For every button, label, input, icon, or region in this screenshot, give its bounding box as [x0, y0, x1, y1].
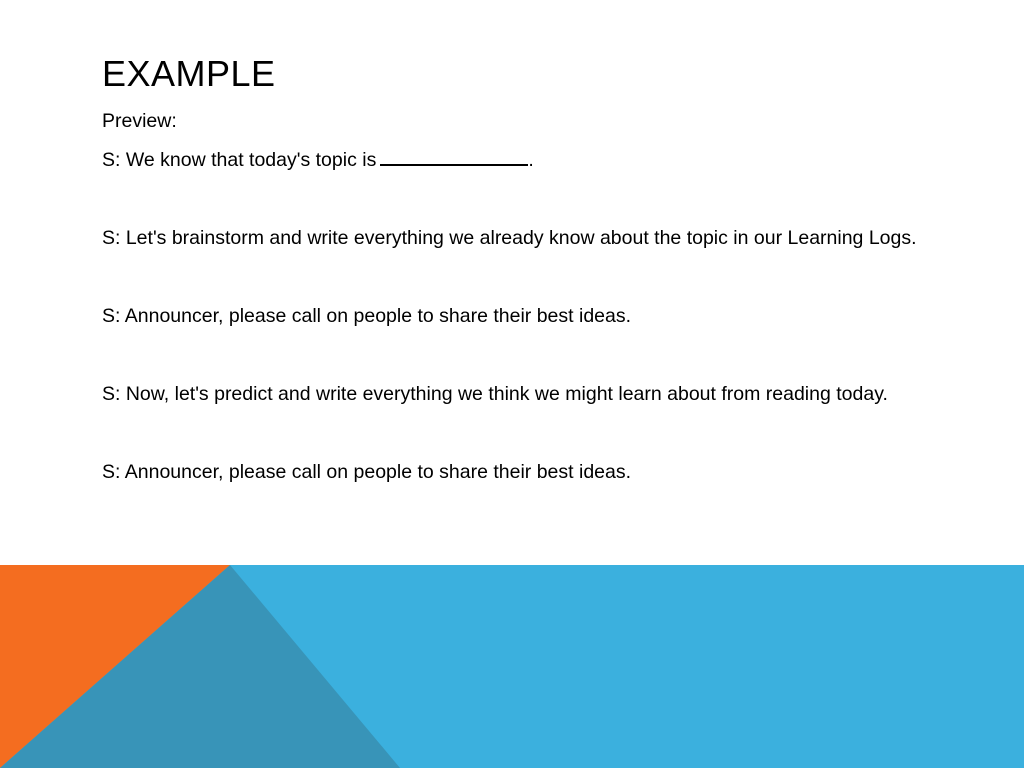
- script-line-topic: [102, 146, 932, 174]
- slide-title: EXAMPLE: [102, 53, 276, 94]
- script-line-announcer: S: Announcer, please call on people to share their best ideas.: [102, 305, 632, 327]
- script-line-topic-text: S: We know that today's topic is: [102, 149, 377, 171]
- script-line-topic-period: .: [528, 149, 534, 171]
- script-line-brainstorm: S: Let's brainstorm and write everything we already know about the topic in our Learning Logs.: [102, 227, 917, 249]
- preview-label: Preview:: [102, 110, 177, 132]
- decorative-footer-band: [0, 565, 1024, 768]
- script-line-predict: S: Now, let's predict and write everything we think we might learn about from reading today.: [102, 383, 888, 405]
- fill-in-blank: [380, 146, 528, 166]
- slide-body: [102, 108, 932, 486]
- script-line-announcer-repeat: S: Announcer, please call on people to share their best ideas.: [102, 461, 632, 483]
